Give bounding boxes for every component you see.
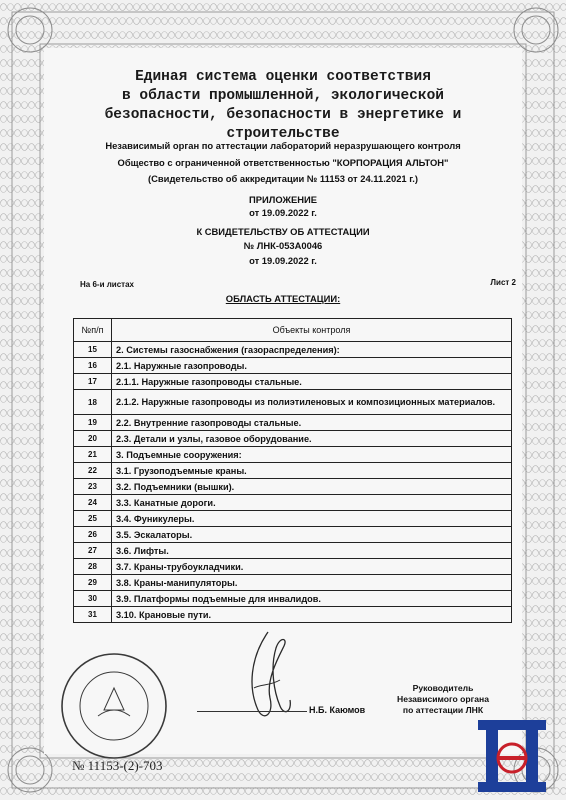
row-object: 3.10. Крановые пути.: [112, 607, 512, 623]
row-number: 29: [74, 575, 112, 591]
sheets-total: На 6-и листах: [80, 280, 134, 289]
row-number: 24: [74, 495, 112, 511]
row-number: 17: [74, 374, 112, 390]
certificate-date: от 19.09.2022 г.: [249, 255, 317, 266]
certificate-number: № ЛНК-053А0046: [243, 240, 323, 251]
table-row: [74, 390, 512, 415]
row-object: 3.3. Канатные дороги.: [112, 495, 512, 511]
row-object: 3. Подъемные сооружения:: [112, 447, 512, 463]
table-row: [74, 374, 512, 390]
row-number: 16: [74, 358, 112, 374]
row-object: 3.9. Платформы подъемные для инвалидов.: [112, 591, 512, 607]
title-line: Единая система оценки соответствия: [135, 69, 431, 85]
table-row: [74, 543, 512, 559]
row-object: 2.1.1. Наружные газопроводы стальные.: [112, 374, 512, 390]
hologram-logo-icon: [472, 716, 552, 796]
certificate-title: К СВИДЕТЕЛЬСТВУ ОБ АТТЕСТАЦИИ: [196, 226, 370, 237]
table-row: [74, 511, 512, 527]
head-line: по аттестации ЛНК: [402, 705, 484, 715]
signer-name: Н.Б. Каюмов: [309, 705, 366, 715]
row-number: 26: [74, 527, 112, 543]
row-object: 2.1.2. Наружные газопроводы из полиэтиленовых и композиционных материалов.: [112, 390, 512, 415]
row-object: 3.8. Краны-манипуляторы.: [112, 575, 512, 591]
sheet-label: Лист 2: [490, 278, 516, 287]
scope-title: [40, 293, 526, 304]
column-header-number: №п/п: [74, 319, 112, 342]
table-row: [74, 447, 512, 463]
title-line: в области промышленной, экологической: [122, 88, 444, 104]
row-object: 2.3. Детали и узлы, газовое оборудование.: [112, 431, 512, 447]
row-number: 18: [74, 390, 112, 415]
row-number: 28: [74, 559, 112, 575]
table-row: [74, 527, 512, 543]
official-stamp: [58, 650, 170, 762]
row-number: 27: [74, 543, 112, 559]
row-number: 20: [74, 431, 112, 447]
row-number: 21: [74, 447, 112, 463]
appendix-date: от 19.09.2022 г.: [249, 207, 317, 218]
table-row: [74, 415, 512, 431]
row-object: 3.4. Фуникулеры.: [112, 511, 512, 527]
row-object: 2. Системы газоснабжения (газораспределения):: [112, 342, 512, 358]
table-row: [74, 479, 512, 495]
row-object: 3.7. Краны-трубоукладчики.: [112, 559, 512, 575]
table-row: [74, 559, 512, 575]
row-number: 23: [74, 479, 112, 495]
row-object: 2.1. Наружные газопроводы.: [112, 358, 512, 374]
table-row: [74, 575, 512, 591]
row-number: 19: [74, 415, 112, 431]
head-line: Независимого органа: [397, 694, 489, 704]
row-object: 3.2. Подъемники (вышки).: [112, 479, 512, 495]
document-number: № 11153-(2)-703: [72, 758, 163, 773]
head-line: Руководитель: [412, 683, 474, 693]
table-header-row: [74, 319, 512, 342]
table-row: [74, 607, 512, 623]
appendix-title: ПРИЛОЖЕНИЕ: [249, 194, 317, 205]
table-row: [74, 431, 512, 447]
row-object: 3.1. Грузоподъемные краны.: [112, 463, 512, 479]
scope-title-text: ОБЛАСТЬ АТТЕСТАЦИИ:: [225, 293, 341, 304]
table-row: [74, 591, 512, 607]
table-row: [74, 463, 512, 479]
signature: [240, 628, 300, 723]
accreditation-text: (Свидетельство об аккредитации № 11153 от 24.11.2021 г.): [148, 173, 418, 184]
row-number: 31: [74, 607, 112, 623]
row-number: 22: [74, 463, 112, 479]
issuer-text: Независимый орган по аттестации лабораторий неразрушающего контроля: [105, 140, 461, 151]
scope-table: [73, 318, 512, 623]
row-number: 25: [74, 511, 112, 527]
title-line: безопасности, безопасности в энергетике и: [104, 107, 462, 123]
row-number: 30: [74, 591, 112, 607]
table-row: [74, 495, 512, 511]
row-object: 2.2. Внутренние газопроводы стальные.: [112, 415, 512, 431]
row-number: 15: [74, 342, 112, 358]
row-object: 3.6. Лифты.: [112, 543, 512, 559]
organization-text: Общество с ограниченной ответственностью "КОРПОРАЦИЯ АЛЬТОН": [117, 157, 449, 168]
table-row: [74, 358, 512, 374]
signature-line: [197, 711, 307, 712]
document-title: [60, 68, 506, 144]
row-object: 3.5. Эскалаторы.: [112, 527, 512, 543]
column-header-objects: Объекты контроля: [112, 319, 512, 342]
table-row: [74, 342, 512, 358]
title-line: строительстве: [226, 126, 340, 142]
head-title: [378, 683, 508, 716]
